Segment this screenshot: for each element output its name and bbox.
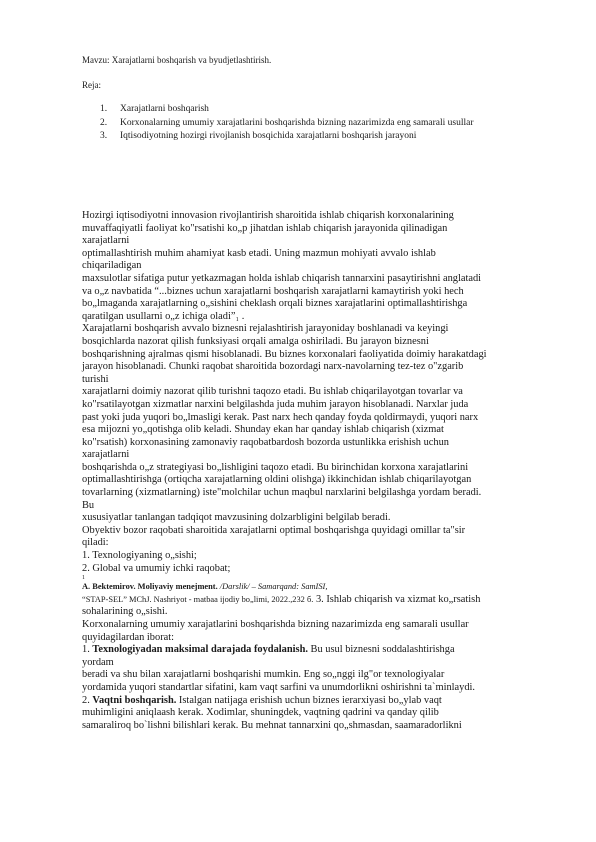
list-number: 1. bbox=[82, 644, 93, 656]
body-line: xarajatlarni bbox=[82, 449, 130, 461]
body-line: Obyektiv bozor raqobati sharoitida xarajatlarni optimal boshqarishga quyidagi omillar ta"sir bbox=[82, 524, 466, 536]
bold-term: Texnologiyadan maksimal darajada foydalanish. bbox=[92, 644, 308, 656]
body-line: jarayon hisoblanadi. Chunki raqobat sharoitida bozordagi narx-navolarning tez-tez o"zgarib bbox=[82, 361, 464, 373]
body-line: muhimligini aniqlaash kerak. Xodimlar, shuningdek, vaqtning qadrini va qanday qilib bbox=[82, 707, 439, 719]
body-line: optimallashtirishga (ortiqcha xarajatlarning oldini olishga) ikkinchidan ishlab chiqarilayotgan bbox=[82, 474, 472, 486]
body-line: boshqarishda o„z strategiyasi bo„lishligini taqozo etadi. Bu birinchidan korxona xarajatlarini bbox=[82, 461, 469, 473]
topic-line: Mavzu: Xarajatlarni boshqarish va byudjetlashtirish. bbox=[82, 55, 272, 65]
body-line bbox=[82, 695, 520, 708]
footnote-line bbox=[82, 581, 520, 594]
body-line: Hozirgi iqtisodiyotni innovasion rivojlantirish sharoitida ishlab chiqarish korxonalarining bbox=[82, 210, 454, 221]
body-line: quyidagilardan iborat: bbox=[82, 631, 175, 643]
body-line: xarajatlarni doimiy nazorat qilib turishni taqozo etadi. Bu ishlab chiqarilayotgan tovarlar va bbox=[82, 386, 463, 398]
body-line: ko"rsatish) korxonasining zamonaviy raqobatbardosh bozorda ustunlikka erishish uchun bbox=[82, 436, 449, 448]
plan-item-text: Iqtisodiyotning hozirgi rivojlanish bosqichida xarajatlarni boshqarish jarayoni bbox=[120, 131, 417, 141]
footnote-text: /Darslik/ – Samarqand: SamISI, bbox=[217, 582, 328, 592]
body-line: xususiyatlar tanlangan tadqiqot mavzusining dolzarbligini belgilab beradi. bbox=[82, 512, 391, 524]
body-line: qiladi: bbox=[82, 537, 109, 549]
body-line: muvaffaqiyatli faoliyat ko"rsatishi ko„p jihatdan ishlab chiqarish jarayonida qilinadigan bbox=[82, 222, 448, 234]
body-line: bo„lmaganda xarajatlarning o„sishini cheklash orqali biznes xarajatlarini optimallashtirishga bbox=[82, 298, 468, 310]
body-line: esa mijozni yo„qotishga olib keladi. Shunday ekan har qanday ishlab chiqarish (xizmat bbox=[82, 424, 444, 436]
body-line: chiqariladigan bbox=[82, 260, 142, 272]
body-line: beradi va shu bilan xarajatlarni boshqarishi mumkin. Eng so„nggi ilg"or texnologiyalar bbox=[82, 669, 445, 681]
body-line: Bu bbox=[82, 499, 95, 511]
body-line: 2. Global va umumiy ichki raqobat; bbox=[82, 562, 231, 574]
plan-item-number: 2. bbox=[100, 117, 108, 128]
list-number: 2. bbox=[82, 694, 93, 706]
body-line: va o„z navbatida “...biznes uchun xarajatlarni boshqarish xarajatlarni kamaytirish yoki hech bbox=[82, 285, 464, 297]
footnote-author: A. Bektemirov. Moliyaviy menejment. bbox=[82, 582, 218, 592]
plan-list bbox=[82, 104, 512, 145]
body-line: turishi bbox=[82, 373, 109, 385]
body-line: bosqichlarda nazorat qilish funksiyasi orqali amalga oshiriladi. Bu jarayon biznesni bbox=[82, 335, 429, 347]
bold-term: Vaqtni boshqarish. bbox=[92, 694, 177, 706]
body-line: ko"rsatilayotgan xizmatlar narxini belgilashda juda muhim jarayon hisoblanadi. Narxlar juda bbox=[82, 398, 469, 410]
body-line: boshqarishning ajralmas qismi hisoblanadi. Bu biznes korxonalari faoliyatida doimiy harakatdagi bbox=[82, 348, 487, 360]
body-line: qaratilgan usullarni o„z ichiga oladi”₁ . bbox=[82, 310, 245, 322]
body-line: xarajatlarni bbox=[82, 235, 130, 247]
body-line: 3. Ishlab chiqarish va xizmat ko„rsatish bbox=[315, 593, 481, 605]
body-text bbox=[82, 210, 520, 732]
body-line: Korxonalarning umumiy xarajatlarini boshqarishda bizning nazarimizda eng samarali usullar bbox=[82, 619, 469, 630]
body-text-run: Istalgan natijaga erishish uchun biznes ierarxiyasi bo„ylab vaqt bbox=[176, 694, 442, 706]
body-line: past yoki juda yuqori bo„lmasligi kerak. Past narx hech qanday foyda qoldirmaydi, yuqori narx bbox=[82, 411, 479, 423]
plan-item-number: 1. bbox=[100, 104, 108, 114]
body-line bbox=[82, 644, 520, 657]
plan-item bbox=[82, 118, 512, 130]
plan-item bbox=[82, 131, 512, 143]
body-line: samaraliroq bo`lishni bilishlari kerak. Bu mehnat tannarxini qo„shmasdan, saamaradorlikni bbox=[82, 719, 462, 731]
body-line: yordamida yuqori standartlar sifatini, kam vaqt sarfini va unumdorlikni oshirishni ta`minlaydi. bbox=[82, 681, 476, 693]
body-line: sohalarining o„sishi. bbox=[82, 606, 168, 618]
body-line: optimallashtirish muhim ahamiyat kasb etadi. Uning mazmun mohiyati avvalo ishlab bbox=[82, 247, 436, 259]
plan-item bbox=[82, 104, 512, 116]
plan-item-number: 3. bbox=[100, 131, 108, 141]
body-line: tovarlarning (xizmatlarning) iste"molchilar uchun maqbul narxlarini belgilashga yordam beradi. bbox=[82, 487, 482, 499]
body-line: 1. Texnologiyaning o„sishi; bbox=[82, 550, 197, 562]
footnote-line bbox=[82, 594, 520, 607]
footnote-marker: 1 bbox=[82, 575, 85, 582]
plan-item-text: Korxonalarning umumiy xarajatlarini boshqarishda bizning nazarimizda eng samarali usullar bbox=[120, 117, 474, 128]
body-text-run: Bu usul biznesni soddalashtirishga bbox=[307, 644, 455, 656]
body-line: maxsulotlar sifatiga putur yetkazmagan holda ishlab chiqarish tannarxini pasaytirishni anglatadi bbox=[82, 272, 482, 284]
plan-item-text: Xarajatlarni boshqarish bbox=[120, 104, 209, 114]
body-line: yordam bbox=[82, 656, 114, 668]
plan-heading: Reja: bbox=[82, 80, 101, 90]
body-line: Xarajatlarni boshqarish avvalo biznesni rejalashtirish jarayoniday boshlanadi va keyingi bbox=[82, 323, 449, 335]
footnote-text: “STAP-SEL” MChJ. Nashriyot - matbaa ijodiy bo„limi, 2022.,232 б. bbox=[82, 594, 314, 604]
